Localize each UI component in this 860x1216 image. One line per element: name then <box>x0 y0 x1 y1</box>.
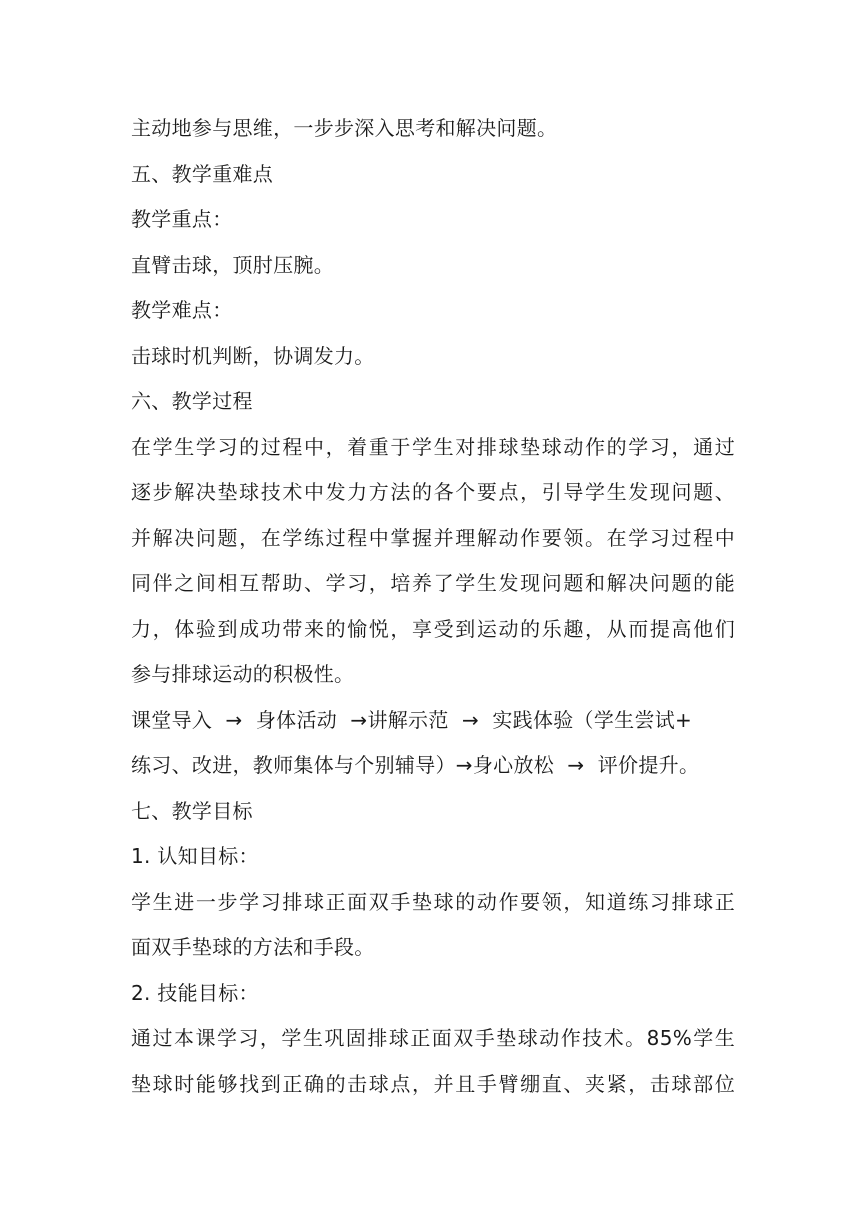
paragraph-line: 参与排球运动的积极性。 <box>131 662 355 686</box>
subheading-key-points: 教学重点： <box>131 207 233 231</box>
subheading-difficult-points: 教学难点： <box>131 298 233 322</box>
paragraph-line: 学生进一步学习排球正面双手垫球的动作要领，知道练习排球正 <box>131 889 735 914</box>
subheading-skill-objective: 2. 技能目标： <box>131 980 259 1005</box>
paragraph-line: 垫球时能够找到正确的击球点，并且手臂绷直、夹紧，击球部位 <box>131 1071 735 1096</box>
paragraph-line: 并解决问题，在学练过程中掌握并理解动作要领。在学习过程中 <box>131 525 735 550</box>
process-flow-line: 课堂导入 → 身体活动 →讲解示范 → 实践体验（学生尝试+ <box>131 707 693 732</box>
paragraph-line: 逐步解决垫球技术中发力方法的各个要点，引导学生发现问题、 <box>131 480 735 504</box>
paragraph-line: 直臂击球，顶肘压腕。 <box>131 252 334 277</box>
paragraph-line: 主动地参与思维，一步步深入思考和解决问题。 <box>131 116 558 140</box>
document-body <box>131 106 735 1107</box>
paragraph-line: 在学生学习的过程中，着重于学生对排球垫球动作的学习，通过 <box>131 434 735 459</box>
paragraph-line: 力，体验到成功带来的愉悦，享受到运动的乐趣，从而提高他们 <box>131 616 735 641</box>
section-heading-difficulties: 五、教学重难点 <box>131 161 274 186</box>
section-heading-objectives: 七、教学目标 <box>131 798 253 823</box>
paragraph-line: 通过本课学习，学生巩固排球正面双手垫球动作技术。85%学生 <box>131 1026 735 1050</box>
process-flow-line: 练习、改进，教师集体与个别辅导）→身心放松 → 评价提升。 <box>131 753 700 777</box>
paragraph-line: 击球时机判断，协调发力。 <box>131 343 375 368</box>
subheading-cognitive-objective: 1. 认知目标： <box>131 844 259 868</box>
paragraph-line: 面双手垫球的方法和手段。 <box>131 935 375 959</box>
paragraph-line: 同伴之间相互帮助、学习，培养了学生发现问题和解决问题的能 <box>131 571 735 595</box>
section-heading-process: 六、教学过程 <box>131 389 253 413</box>
